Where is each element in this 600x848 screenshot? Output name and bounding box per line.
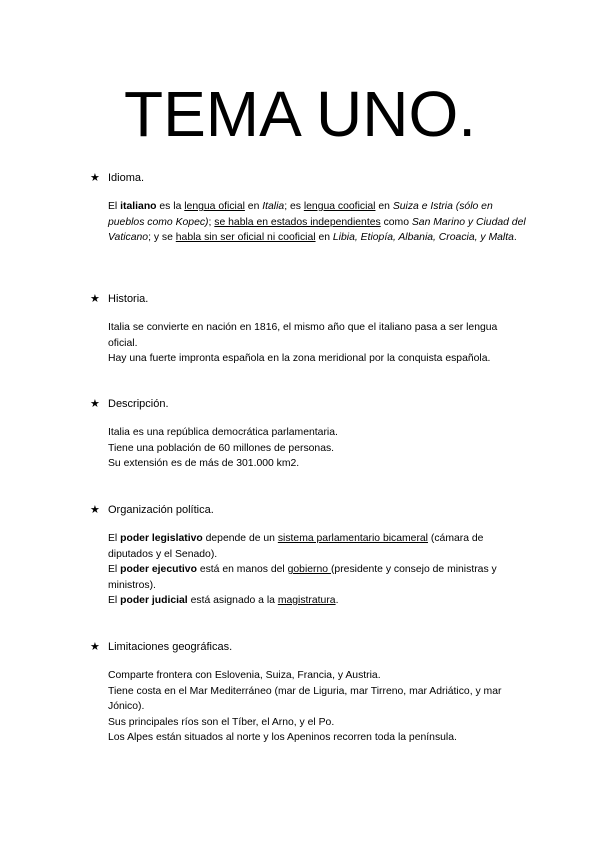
text-run: está asignado a la (187, 595, 278, 606)
section-body (108, 668, 528, 746)
underlined-term: se habla en estados independientes (214, 216, 381, 228)
text-run: ; es (284, 201, 304, 212)
text-run: como (380, 216, 412, 228)
paragraph (108, 531, 528, 562)
section-body (108, 320, 528, 367)
text-run: es la (156, 201, 185, 212)
underlined-term: lengua oficial (184, 201, 245, 212)
italic-term: Italia (262, 201, 285, 212)
heading-text: Idioma. (108, 172, 145, 184)
star-icon: ★ (90, 504, 100, 516)
italic-term: Libia, Etiopía, Albania, Croacia, y Malta (332, 232, 514, 243)
underlined-term: lengua cooficial (303, 201, 376, 212)
section-body (108, 425, 528, 472)
bold-term: poder legislativo (120, 533, 203, 544)
section-heading (90, 397, 169, 411)
text-run: en (375, 201, 393, 212)
bold-term: poder judicial (120, 595, 188, 606)
underlined-term: magistratura (277, 595, 336, 606)
star-icon: ★ (90, 641, 100, 653)
text-run: El (108, 564, 121, 575)
heading-text: Historia. (108, 293, 149, 305)
section-body (108, 531, 528, 609)
page-title: TEMA UNO. (123, 78, 477, 150)
star-icon: ★ (90, 293, 100, 305)
paragraph: Italia se convierte en nación en 1816, el mismo año que el italiano pasa a ser lengua oficial. (108, 322, 498, 349)
section-body (108, 199, 528, 246)
text-run: El (108, 201, 121, 212)
paragraph: Hay una fuerte impronta española en la zona meridional por la conquista española. (108, 353, 491, 364)
text-run: El (108, 595, 121, 606)
star-icon: ★ (90, 172, 100, 184)
paragraph: Los Alpes están situados al norte y los Apeninos recorren toda la península. (108, 732, 457, 743)
text-run: (presidente y consejo de ministras y ministros). (108, 564, 497, 591)
text-run: en (244, 201, 263, 212)
text-run: . (513, 232, 517, 243)
text-run: depende de un (202, 533, 278, 544)
text-run: ; (208, 216, 215, 228)
italic-term: Suiza e Istria (sólo en pueblos como Kopec) (108, 201, 493, 228)
section-heading (90, 292, 148, 306)
text-run: está en manos del (196, 564, 288, 575)
bold-term: italiano (120, 201, 157, 212)
star-icon: ★ (90, 398, 100, 410)
italic-term: San Marino y Ciudad del Vaticano (108, 216, 526, 243)
paragraph: Comparte frontera con Eslovenia, Suiza, Francia, y Austria. (108, 670, 381, 681)
paragraph (108, 593, 528, 609)
text-run: ; y se (148, 232, 176, 243)
section-heading (90, 503, 214, 517)
underlined-term: habla sin ser oficial ni cooficial (175, 232, 316, 243)
underlined-term: gobierno (287, 564, 331, 575)
paragraph: Tiene costa en el Mar Mediterráneo (mar de Liguria, mar Tirreno, mar Adriático, y mar Jónico). (108, 685, 502, 712)
paragraph: Su extensión es de más de 301.000 km2. (108, 458, 300, 469)
text-run: El (108, 533, 121, 544)
paragraph: Sus principales ríos son el Tíber, el Arno, y el Po. (108, 716, 335, 728)
section-heading (90, 171, 144, 185)
section-heading (90, 640, 232, 654)
heading-text: Descripción. (108, 398, 169, 410)
heading-text: Limitaciones geográficas. (108, 641, 233, 653)
paragraph (108, 199, 528, 246)
underlined-term: sistema parlamentario bicameral (277, 533, 428, 544)
paragraph: Tiene una población de 60 millones de personas. (108, 442, 335, 454)
paragraph: Italia es una república democrática parlamentaria. (108, 427, 338, 438)
text-run: (cámara de diputados y el Senado). (108, 533, 484, 560)
text-run: en (315, 232, 333, 243)
heading-text: Organización política. (108, 504, 214, 516)
bold-term: poder ejecutivo (120, 564, 197, 575)
text-run: . (335, 595, 339, 606)
paragraph (108, 562, 528, 593)
